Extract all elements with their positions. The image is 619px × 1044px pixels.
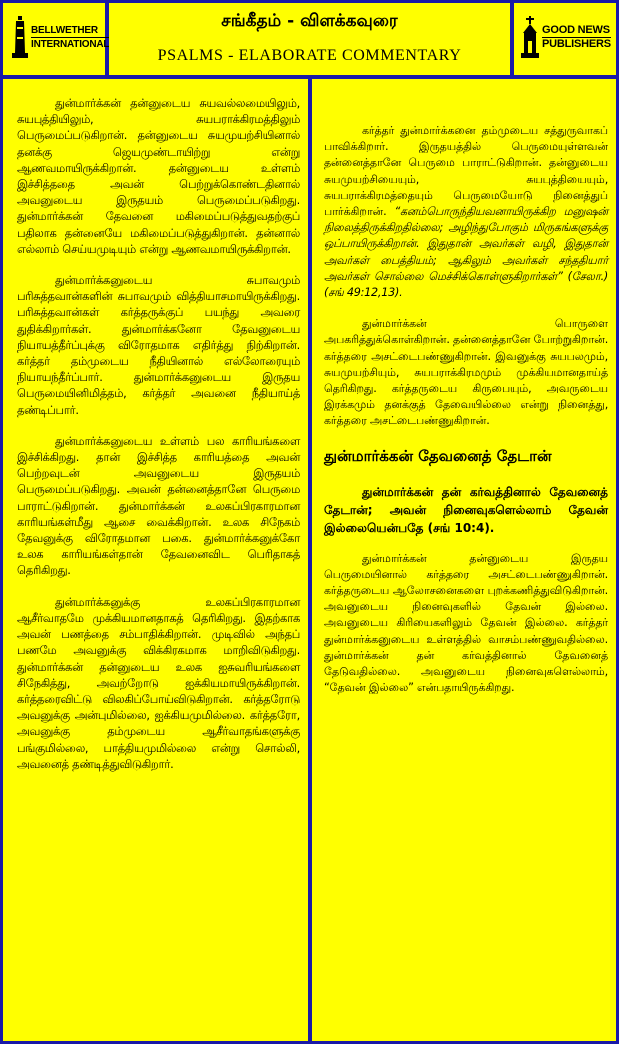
scripture-subheading: துன்மார்க்கன் தன் கர்வத்தினால் தேவனைத் தேடான்; அவன் நினைவுகளெல்லாம் தேவன் இல்லையென்பதே (சங் 10:4). <box>324 484 608 535</box>
page-title-tamil: சங்கீதம் - விளக்கவுரை <box>221 11 398 31</box>
paragraph-text: கர்த்தர் துன்மார்க்கனை தம்முடைய சத்துருவாகப் பாவிக்கிறார். இருதயத்தில் பெருமையுள்ளவன் தன்னைத்தானே பெருமை பாராட்டுகிறான். தன்னுடைய சுயமுயற்சியையும், சுயபுத்தியையும், சுயபராக்கிரமத்தையும் பெருமையோடு நினைத்துப் பார்க்கிறான். <box>324 124 608 219</box>
paragraph: துன்மார்க்கன் தன்னுடைய சுயவல்லமையிலும், சுயபுத்தியிலும், சுயபராக்கிரமத்திலும் பெருமைப்படுகிறான். தன்னுடைய சுயமுயற்சியினால் தனக்கு ஜெயமுண்டாயிற்று என்று ஆணவமாயிருக்கிறான். தன்னுடைய உள்ளம் இச்சித்ததை அவன் பெற்றுக்கொண்டதினால் அவனுடைய இருதயம் பெருமைப்படுகிறது. துன்மார்க்கன் தேவனை மகிமைப்படுத்துவதற்குப் பதிலாக தன்னையே மகிமைப்படுத்துகிறான். தன்னால் எல்லாம் செய்யமுடியும் என்று ஆணவமாயிருக்கிறான். <box>17 96 300 256</box>
paragraph: துன்மார்க்கன் தன்னுடைய இருதய பெருமையினால் கர்த்தரை அசட்டைபண்ணுகிறான். கர்த்தருடைய ஆலோசனைகளை புறக்கணித்துவிடுகிறான். அவனுடைய நினைவுகளில் தேவன் இல்லை. அவனுடைய கிரியைகளிலும் தேவன் இல்லை. கர்த்தர் துன்மார்க்கனுடைய உள்ளத்தில் வாசம்பண்ணுவதில்லை. துன்மார்க்கன் தன் கர்வத்தினால் தேவனைத் தேடுவதில்லை. அவனுடைய நினைவுகளெல்லாம், “தேவன் இல்லை” என்பதாயிருக்கிறது. <box>324 551 608 695</box>
header-title-box <box>109 3 510 75</box>
right-column <box>312 79 616 1041</box>
logo-line-1: GOOD NEWS <box>542 23 610 36</box>
lighthouse-icon <box>11 15 29 59</box>
scripture-quote: “கனம்பொருந்தியவனாயிருக்கிற மனுஷன் நிலைத்திருக்கிறதில்லை; அழிந்துபோகும் மிருகங்களுக்கு ஒப்பாயிருக்கிறான். இதுதான் அவர்கள் வழி, இதுதான் அவர்கள் பைத்தியம்; ஆகிலும் அவர்கள் சந்ததியார் அவர்கள் சொல்லை மெச்சிக்கொள்ளுகிறார்கள்” (சேலா.) (சங் 49:12,13). <box>324 205 608 300</box>
logo-line-2: PUBLISHERS <box>542 37 611 50</box>
church-icon <box>520 15 540 59</box>
page-title-english: PSALMS - ELABORATE COMMENTARY <box>157 47 462 64</box>
paragraph-with-quote <box>324 123 608 301</box>
paragraph: துன்மார்க்கன் பொருளை அபகரித்துக்கொள்கிறான். தன்னைத்தானே போற்றுகிறான். கர்த்தரை அசட்டைபண்ணுகிறான். இவனுக்கு சுயபலமும், சுயமுயற்சியும், சுயபராக்கிரமமும் முக்கியமானதாய்த் தெரிகிறது. கர்த்தருடைய கிருபையும், அவருடைய இரக்கமும் தனக்குத் தேவையில்லை என்று நினைத்து, கர்த்தரை அசட்டைபண்ணுகிறான். <box>324 317 608 428</box>
publisher-logo-right <box>514 3 616 75</box>
logo-line-2: INTERNATIONAL <box>31 38 110 50</box>
good-news-logo <box>520 15 611 59</box>
bellwether-logo <box>11 15 109 59</box>
paragraph: துன்மார்க்கனுடைய உள்ளம் பல காரியங்களை இச்சிக்கிறது. தான் இச்சித்த காரியத்தை அவன் பெற்றவுடன் அவனுடைய இருதயம் பெருமைப்படுகிறது. அவன் தன்னைத்தானே பெருமை பாராட்டுகிறான். துன்மார்க்கன் உலகப்பிரகாரமான காரியங்கள்மீது ஆசை வைக்கிறான். உலக சிநேகம் தேவனுக்கு விரோதமான பகை. துன்மார்க்கனுக்கோ உலக காரியங்கள்தான் தேவனைவிட பெரிதாகத் தெரிகிறது. <box>17 433 300 578</box>
left-column <box>3 79 308 1041</box>
logo-line-1: BELLWETHER <box>31 24 109 38</box>
section-heading: துன்மார்க்கன் தேவனைத் தேடான் <box>324 446 552 465</box>
paragraph: துன்மார்க்கனுடைய சுபாவமும் பரிசுத்தவான்களின் சுபாவமும் வித்தியாசமாயிருக்கிறது. பரிசுத்தவான்கள் கர்த்தருக்குப் பயந்து அவரை துதிக்கிறார்கள். துன்மார்க்கனோ தேவனுடைய நியாயத்தீர்ப்புக்கு விரோதமாக எதிர்த்து நிற்கிறான். கர்த்தர் தம்முடைய நீதியினால் எல்லோரையும் நியாயந்தீர்ப்பார். துன்மார்க்கனுடைய இருதய பெருமையினிமித்தம், கர்த்தர் அவனை நீதியாய்த் தண்டிப்பார். <box>17 273 300 417</box>
paragraph: துன்மார்க்கனுக்கு உலகப்பிரகாரமான ஆசீர்வாதமே முக்கியமானதாகத் தெரிகிறது. இதற்காக அவன் பணத்தை சம்பாதிக்கிறான். முடிவில் அந்தப் பணமே அவனுக்கு விக்கிரகமாக மாறிவிடுகிறது. துன்மார்க்கன் தன்னுடைய உலக ஐசுவரியங்களை சிநேகித்து, அவற்றோடு ஐக்கியமாயிருக்கிறான். கர்த்தரைவிட்டு விலகிப்போய்விடுகிறான். கர்த்தரோடு அவனுக்கு அன்புமில்லை, ஐக்கியமுமில்லை. கர்த்தரோ, அவனுக்கு தம்முடைய ஆசீர்வாதங்களுக்கு பங்குமில்லை, பாத்தியமுமில்லை என்று சொல்லி, அவனைத் தண்டித்துவிடுகிறார். <box>17 594 300 771</box>
publisher-logo-left <box>3 3 110 75</box>
